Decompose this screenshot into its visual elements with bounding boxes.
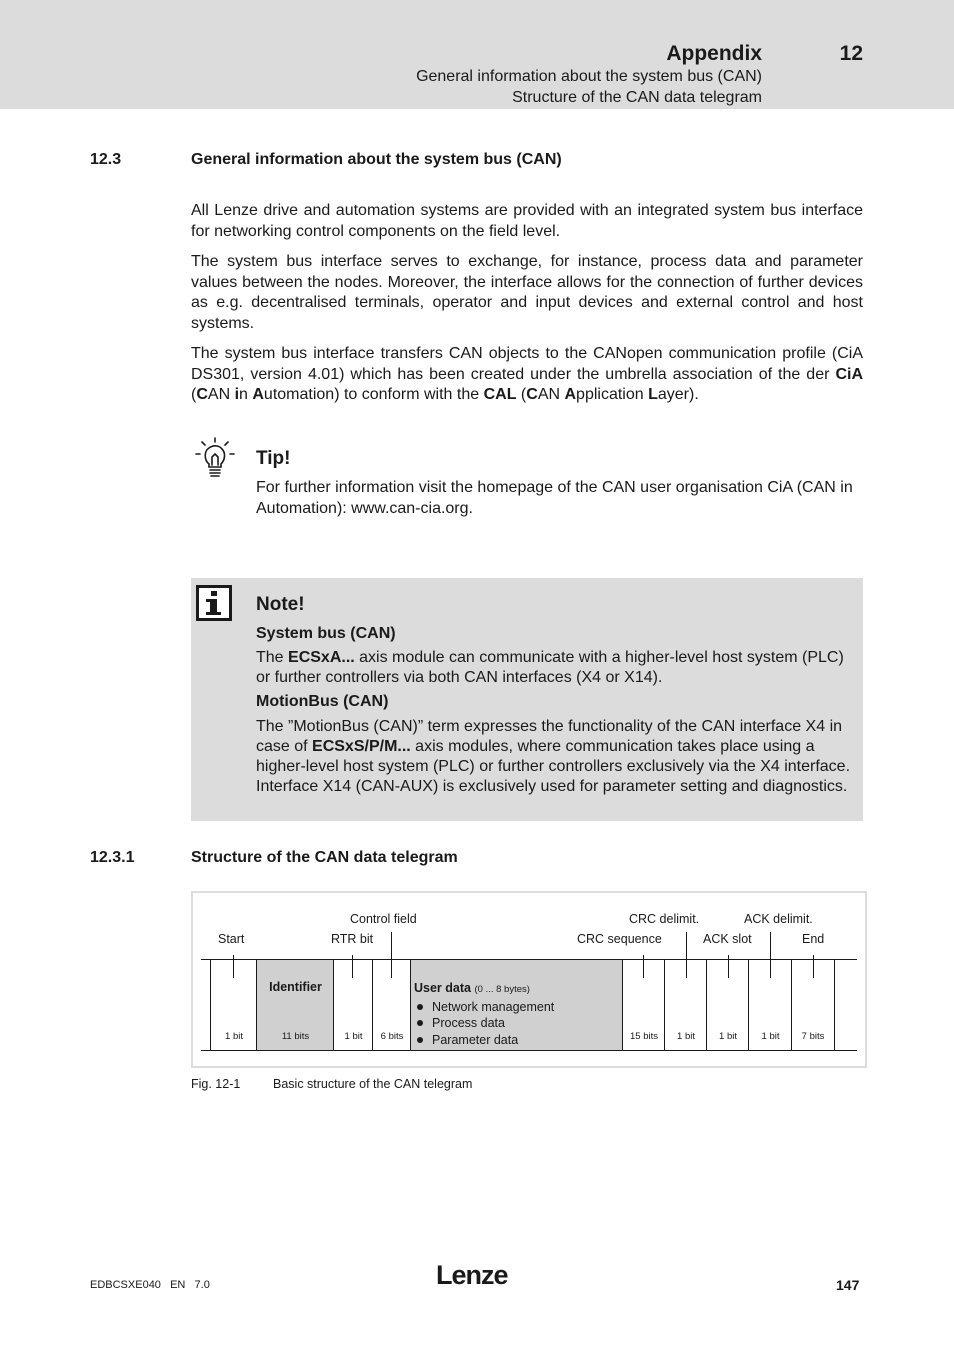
cell-identifier: Identifier 11 bits bbox=[256, 960, 334, 1050]
section-number: 12.3 bbox=[90, 151, 122, 168]
chapter-title: Appendix bbox=[666, 42, 762, 65]
paragraph-interface: The system bus interface serves to exchange, for instance, process data and parameter values between the nodes. Moreover, the interface allows for the connection of further devices as e.g. decentralised terminals, operator and input devices and external control and host systems. bbox=[191, 253, 863, 332]
cell-crc-delimit: 1 bit bbox=[664, 960, 707, 1050]
info-icon bbox=[196, 585, 232, 621]
note-text-motionbus: The ”MotionBus (CAN)” term expresses the functionality of the CAN interface X4 in case of ECSxS/P/M... axis modules, where communication takes place using a higher-level host system (PLC) or further controllers exclusively via the X4 interface. Interface X14 (CAN-AUX) is exclusively used for parameter setting and diagnostics. bbox=[256, 718, 851, 795]
user-data-item: Network management bbox=[414, 999, 554, 1016]
tip-text: For further information visit the homepage of the CAN user organisation CiA (CAN in Automation): www.can-cia.org. bbox=[256, 479, 853, 517]
lenze-logo: Lenze bbox=[436, 1260, 508, 1290]
page-number: 147 bbox=[836, 1277, 860, 1293]
header-subtitle-2: Structure of the CAN data telegram bbox=[512, 89, 762, 106]
chapter-number: 12 bbox=[839, 42, 863, 65]
cell-end: 7 bits bbox=[791, 960, 835, 1050]
paragraph-intro: All Lenze drive and automation systems are provided with an integrated system bus interface for networking control components on the field level. bbox=[191, 202, 863, 240]
telegram-bottom-line bbox=[201, 1050, 857, 1051]
label-ack-slot: ACK slot bbox=[703, 932, 752, 946]
header-subtitle-1: General information about the system bus (CAN) bbox=[416, 68, 762, 85]
cell-crc-sequence: 15 bits bbox=[622, 960, 665, 1050]
note-text-system-bus: The ECSxA... axis module can communicate with a higher-level host system (PLC) or further controllers via both CAN interfaces (X4 or X14). bbox=[256, 649, 844, 686]
note-heading: Note! bbox=[256, 594, 305, 615]
cell-ack-delimit: 1 bit bbox=[748, 960, 792, 1050]
note-subheading-motionbus: MotionBus (CAN) bbox=[256, 693, 389, 710]
figure-number: Fig. 12-1 bbox=[191, 1077, 241, 1091]
user-data-item: Process data bbox=[414, 1015, 554, 1032]
label-rtr-bit: RTR bit bbox=[331, 932, 374, 946]
label-start: Start bbox=[218, 932, 245, 946]
subsection-number: 12.3.1 bbox=[90, 849, 135, 866]
label-ack-delimit: ACK delimit. bbox=[744, 912, 813, 926]
paragraph-canopen: The system bus interface transfers CAN objects to the CANopen communication profile (CiA DS301, version 4.01) which has been created under the umbrella association of the der CiA (CAN in Automation) to conform with the CAL (CAN Application Layer). bbox=[191, 345, 863, 403]
label-crc-sequence: CRC sequence bbox=[577, 932, 662, 946]
lightbulb-icon bbox=[194, 437, 236, 479]
user-data-item: Parameter data bbox=[414, 1032, 554, 1049]
figure-caption: Basic structure of the CAN telegram bbox=[273, 1077, 473, 1091]
cell-start: 1 bit bbox=[210, 960, 257, 1050]
note-subheading-system-bus: System bus (CAN) bbox=[256, 625, 396, 642]
subsection-title: Structure of the CAN data telegram bbox=[191, 849, 458, 866]
tip-heading: Tip! bbox=[256, 448, 291, 469]
footer-document-id: EDBCSXE040 EN 7.0 bbox=[90, 1279, 210, 1291]
header-band bbox=[0, 0, 954, 109]
cell-control: 6 bits bbox=[372, 960, 411, 1050]
cell-rtr: 1 bit bbox=[333, 960, 373, 1050]
section-title: General information about the system bus (CAN) bbox=[191, 151, 562, 168]
label-crc-delimit: CRC delimit. bbox=[629, 912, 700, 926]
cell-ack-slot: 1 bit bbox=[706, 960, 749, 1050]
label-control-field: Control field bbox=[350, 912, 417, 926]
label-end: End bbox=[802, 932, 825, 946]
cell-user-data: User data (0 ... 8 bytes) Network management Process data Parameter data bbox=[410, 960, 623, 1050]
